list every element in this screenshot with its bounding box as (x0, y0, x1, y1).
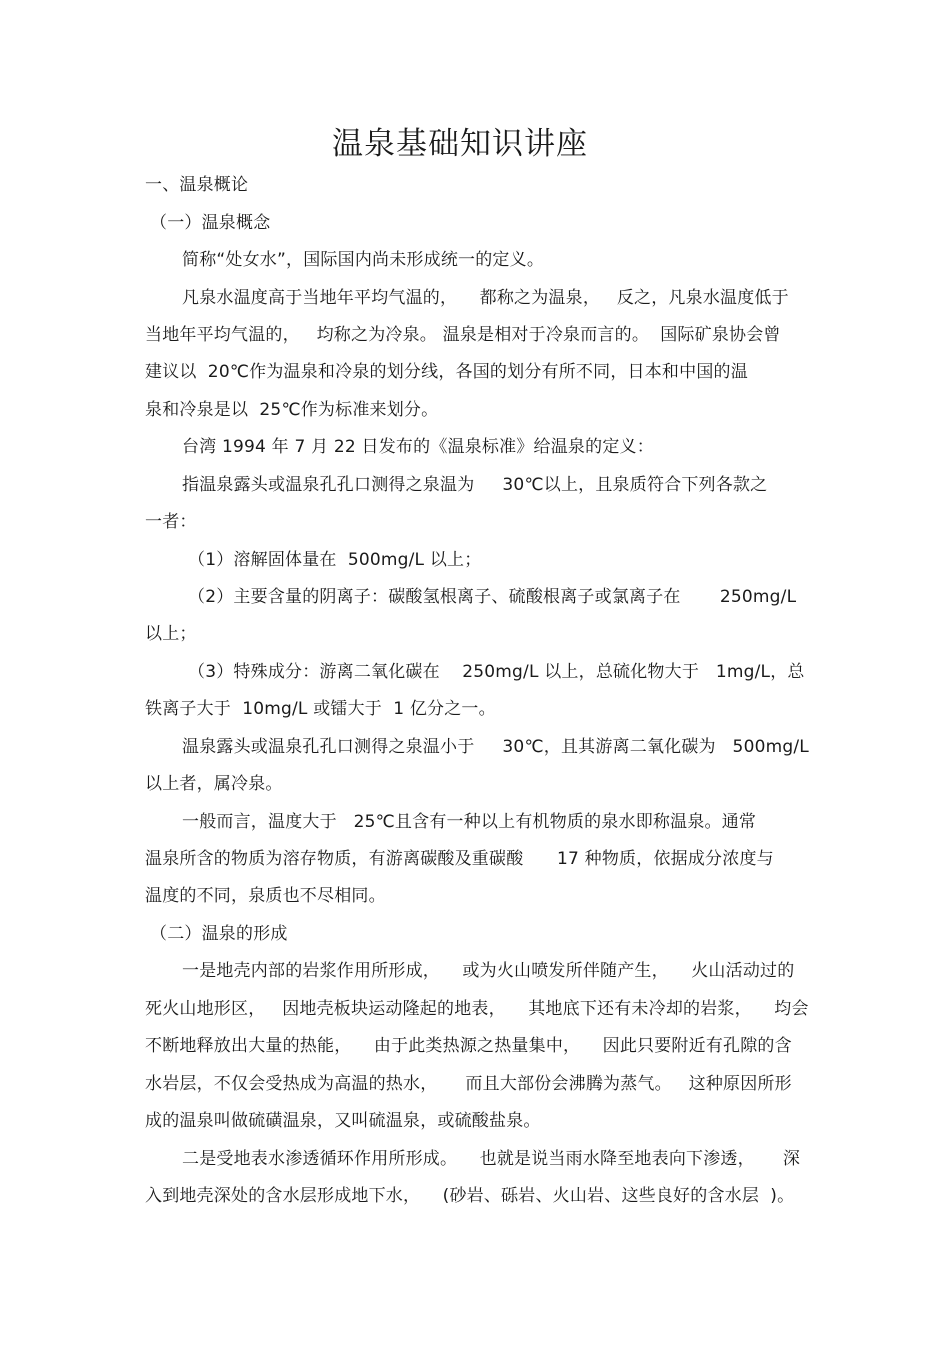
paragraph-line: 温度的不同，泉质也不尽相同。 (145, 886, 386, 906)
paragraph-line: 台湾 1994 年 7 月 22 日发布的《温泉标准》给温泉的定义： (182, 437, 654, 457)
list-item: （2）主要含量的阴离子：碳酸氢根离子、硫酸根离子或氯离子在 250mg/L (188, 587, 797, 607)
paragraph-line: 水岩层，不仅会受热成为高温的热水， 而且大部份会沸腾为蒸气。 这种原因所形 (145, 1074, 792, 1094)
section-heading: 一、温泉概论 (145, 175, 249, 195)
paragraph-line: 成的温泉叫做硫磺温泉，又叫硫温泉，或硫酸盐泉。 (145, 1111, 541, 1131)
paragraph-line: 二是受地表水渗透循环作用所形成。 也就是说当雨水降至地表向下渗透， 深 (182, 1149, 801, 1169)
paragraph-line: 凡泉水温度高于当地年平均气温的， 都称之为温泉， 反之，凡泉水温度低于 (182, 288, 789, 308)
paragraph-line: 入到地壳深处的含水层形成地下水， (砂岩、砾岩、火山岩、这些良好的含水层 )。 (145, 1186, 795, 1206)
subsection-heading: （二）温泉的形成 (150, 924, 288, 944)
subsection-heading: （一）温泉概念 (150, 213, 271, 233)
paragraph-line: 温泉所含的物质为溶存物质，有游离碳酸及重碳酸 17 种物质，依据成分浓度与 (145, 849, 774, 869)
paragraph-line: 温泉露头或温泉孔孔口测得之泉温小于 30℃，且其游离二氧化碳为 500mg/L (182, 737, 809, 757)
list-item: （1）溶解固体量在 500mg/L 以上； (188, 550, 482, 570)
paragraph-line: 简称“处女水”，国际国内尚未形成统一的定义。 (182, 250, 545, 270)
paragraph-line: 泉和冷泉是以 25℃作为标准来划分。 (145, 400, 439, 420)
paragraph-line: 建议以 20℃作为温泉和冷泉的划分线，各国的划分有所不同，日本和中国的温 (145, 362, 748, 382)
paragraph-line: 一者： (145, 512, 197, 532)
paragraph-line: 铁离子大于 10mg/L 或镭大于 1 亿分之一。 (145, 699, 496, 719)
paragraph-line: 一般而言，温度大于 25℃且含有一种以上有机物质的泉水即称温泉。通常 (182, 812, 757, 832)
paragraph-line: 以上者，属冷泉。 (145, 774, 283, 794)
paragraph-line: 死火山地形区， 因地壳板块运动隆起的地表， 其地底下还有未冷却的岩浆， 均会 (145, 999, 809, 1019)
paragraph-line: 以上； (145, 624, 197, 644)
list-item: （3）特殊成分：游离二氧化碳在 250mg/L 以上，总硫化物大于 1mg/L，总 (188, 662, 805, 682)
page-title: 温泉基础知识讲座 (332, 126, 588, 162)
paragraph-line: 一是地壳内部的岩浆作用所形成， 或为火山喷发所伴随产生， 火山活动过的 (182, 961, 795, 981)
paragraph-line: 当地年平均气温的， 均称之为冷泉。 温泉是相对于冷泉而言的。 国际矿泉协会曾 (145, 325, 781, 345)
paragraph-line: 不断地释放出大量的热能， 由于此类热源之热量集中， 因此只要附近有孔隙的含 (145, 1036, 792, 1056)
paragraph-line: 指温泉露头或温泉孔孔口测得之泉温为 30℃以上，且泉质符合下列各款之 (182, 475, 768, 495)
